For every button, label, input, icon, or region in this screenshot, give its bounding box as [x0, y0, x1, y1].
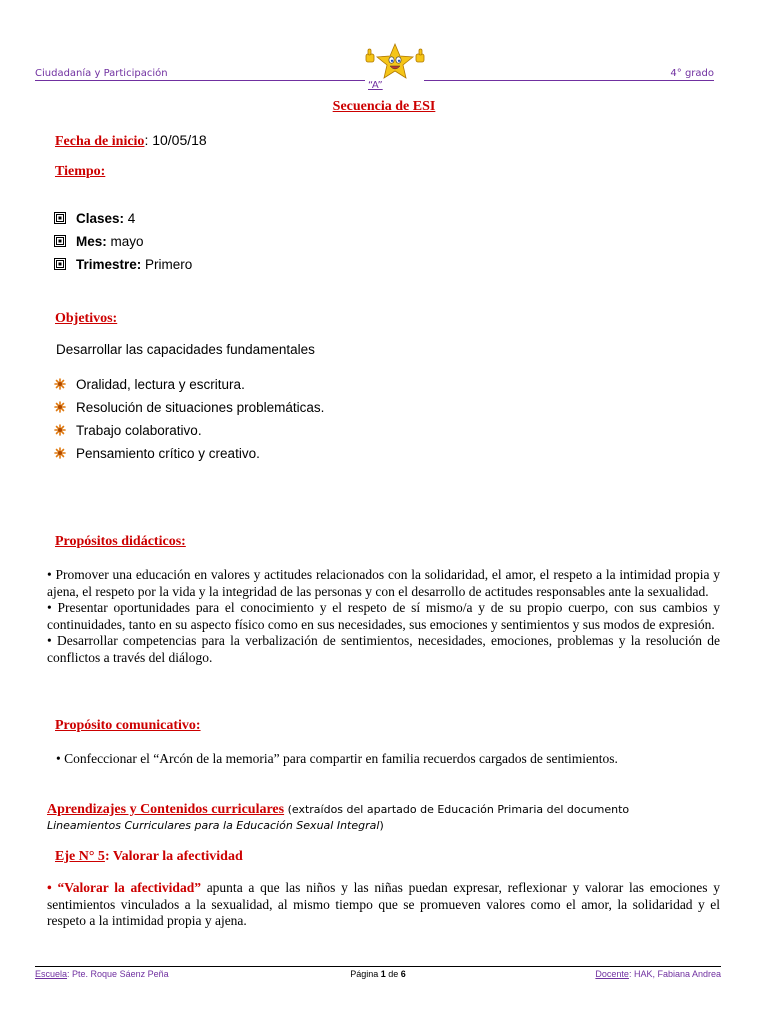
tiempo-heading: Tiempo: [55, 164, 106, 179]
eje-title: : Valorar la afectividad [104, 849, 243, 864]
objetivos-heading: Objetivos: [55, 311, 118, 326]
proposito-paragraph: • Promover una educación en valores y actitudes relacionados con la solidaridad, el amor, el respeto a la intimidad propia y ajena, el respeto por la vida y la integridad de las personas y con el desarrollo de actitudes responsables ante la sexualidad. [47, 567, 720, 599]
valorar-text: apunta a que las niños y las niñas puedan expresar, reflexionar y valorar las emociones y sentimientos vinculados a la sexualidad, al mismo tiempo que se promueven valores como el amor, la solidaridad y el respeto a la intimidad propia y ajena. [47, 880, 720, 928]
tiempo-item-clases [54, 210, 135, 228]
objetivo-item-text: Resolución de situaciones problemáticas. [76, 400, 325, 415]
aprendizajes-document-title: Lineamientos Curriculares para la Educación Sexual Integral [47, 819, 380, 832]
propositos-heading: Propósitos didácticos: [55, 534, 186, 549]
pagina-mid: de [385, 969, 401, 979]
objetivo-item-text: Oralidad, lectura y escritura. [76, 377, 245, 392]
clases-value: 4 [124, 211, 136, 226]
proposito-paragraph: • Presentar oportunidades para el conocimiento y el respeto de sí mismo/a y de su propio cuerpo, con sus cambios y continuidades, tanto en su aspecto físico como en sus necesidades, sus emociones y sentimientos y sus modos de expresión. [47, 600, 720, 632]
header-section: “A” [368, 80, 383, 91]
valorar-lead: • “Valorar la afectividad” [47, 880, 201, 895]
objetivo-item [54, 399, 324, 417]
fecha-value: 10/05/18 [152, 132, 207, 148]
orange-asterisk-icon [54, 378, 66, 390]
objetivo-item [54, 445, 260, 463]
pagina-total: 6 [400, 969, 406, 979]
propositos-body [47, 567, 720, 666]
star-thumbs-up-icon [364, 42, 426, 82]
header-left-subject: Ciudadanía y Participación [35, 68, 365, 81]
objetivo-item [54, 422, 202, 440]
document-title: Secuencia de ESI [332, 99, 436, 114]
square-spiral-icon [54, 212, 66, 224]
escuela-label: Escuela [35, 969, 68, 979]
objetivo-item-text: Trabajo colaborativo. [76, 423, 202, 438]
docente-value: : HAK, Fabiana Andrea [628, 969, 721, 979]
mes-label: Mes: [76, 234, 107, 249]
orange-asterisk-icon [54, 447, 66, 459]
tiempo-item-trimestre [54, 256, 192, 274]
square-spiral-icon [54, 235, 66, 247]
orange-asterisk-icon [54, 401, 66, 413]
aprendizajes-note: (extraídos del apartado de Educación Primaria del documento [284, 803, 630, 816]
comunicativo-text: • Confeccionar el “Arcón de la memoria” para compartir en familia recuerdos cargados de sentimientos. [56, 751, 618, 766]
orange-asterisk-icon [54, 424, 66, 436]
trimestre-value: Primero [141, 257, 193, 272]
pagina-prefix: Página [350, 969, 381, 979]
header-right-grade: 4° grado [424, 68, 714, 81]
page-footer [35, 969, 721, 983]
trimestre-label: Trimestre: [76, 257, 142, 272]
objetivo-item [54, 376, 245, 394]
proposito-paragraph: • Desarrollar competencias para la verbalización de sentimientos, necesidades, emociones, problemas y la resolución de conflictos a través del diálogo. [47, 633, 720, 665]
escuela-value: : Pte. Roque Sáenz Peña [67, 969, 169, 979]
fecha-inicio [55, 132, 207, 150]
square-spiral-icon [54, 258, 66, 270]
aprendizajes-note-close: ) [379, 819, 384, 832]
objetivo-item-text: Pensamiento crítico y creativo. [76, 446, 260, 461]
comunicativo-heading: Propósito comunicativo: [55, 718, 201, 733]
footer-docente [595, 969, 721, 979]
clases-label: Clases: [76, 211, 125, 226]
eje-heading [55, 849, 243, 865]
eje-number: Eje N° 5 [55, 849, 105, 864]
footer-divider [35, 966, 721, 967]
valorar-paragraph [47, 880, 720, 930]
mes-value: mayo [106, 234, 144, 249]
aprendizajes-heading: Aprendizajes y Contenidos curriculares [47, 802, 285, 817]
fecha-label: Fecha de inicio [55, 134, 145, 149]
pagina-current: 1 [380, 969, 386, 979]
aprendizajes-block [47, 801, 727, 833]
docente-label: Docente [595, 969, 629, 979]
tiempo-item-mes [54, 233, 144, 251]
fecha-sep: : [144, 132, 153, 148]
objetivos-intro: Desarrollar las capacidades fundamentales [56, 342, 315, 357]
